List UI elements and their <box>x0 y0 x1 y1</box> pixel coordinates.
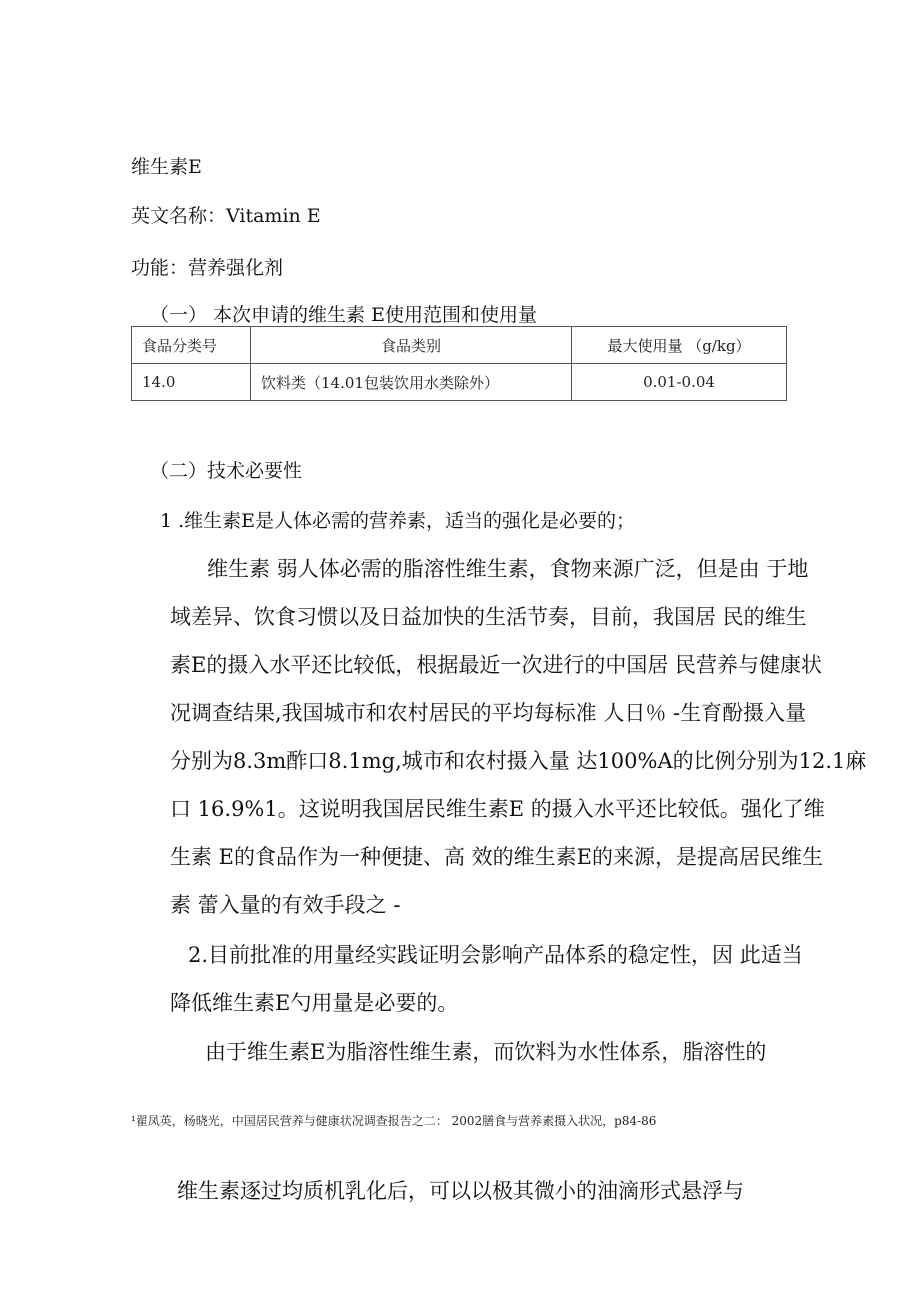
cell-category-code: 14.0 <box>132 364 251 401</box>
table-row <box>132 364 787 401</box>
para1-line: 分别为8.3m酢口8.1mg,城市和农村摄入量 达100%A的比例分别为12.1麻 <box>170 749 867 773</box>
para1-line: 生素 E的食品作为一种便捷、高 效的维生素E的来源，是提高居民维生 <box>170 845 824 869</box>
para1-line: 维生素 弱人体必需的脂溶性维生素，食物来源广泛，但是由 于地 <box>207 557 809 581</box>
point2-line: 降低维生素E勺用量是必要的。 <box>170 991 459 1015</box>
cell-max-usage: 0.01-0.04 <box>572 364 787 401</box>
cell-food-category: 饮料类（14.01包装饮用水类除外） <box>251 364 572 401</box>
doc-title: 维生素E <box>131 156 202 178</box>
para1-line: 况调查结果,我国城市和农村居民的平均每标准 人日％ -生育酚摄入量 <box>170 701 807 725</box>
english-name: 英文名称：Vitamin E <box>131 205 321 227</box>
header-food-category: 食品类别 <box>251 327 572 364</box>
section2-heading: （二）技术必要性 <box>150 460 303 482</box>
para1-line: 素 蕾入量的有效手段之 - <box>170 893 401 917</box>
para1-line: 域差异、饮食习惯以及日益加快的生活节奏，目前，我国居 民的维生 <box>170 605 807 629</box>
point2-line: 2.目前批准的用量经实践证明会影响产品体系的稳定性，因 此适当 <box>188 943 803 967</box>
function-line: 功能：营养强化剂 <box>131 257 284 279</box>
header-category-code: 食品分类号 <box>132 327 251 364</box>
footnote: ¹翟凤英，杨晓光，中国居民营养与健康状况调查报告之二： 2002膳食与营养素摄入状况，p84-86 <box>131 1114 657 1128</box>
point1: 1 .维生素E是人体必需的营养素，适当的强化是必要的； <box>160 510 636 532</box>
usage-table <box>131 326 787 401</box>
table-header-row <box>132 327 787 364</box>
header-max-usage: 最大使用量 （g/kg） <box>572 327 787 364</box>
section1-heading: （一） 本次申请的维生素 E使用范围和使用量 <box>150 304 537 326</box>
para2: 由于维生素E为脂溶性维生素，而饮料为水性体系，脂溶性的 <box>205 1040 767 1064</box>
para1-line: 素E的摄入水平还比较低，根据最近一次进行的中国居 民营养与健康状 <box>170 653 823 677</box>
para1-line: 口 16.9%1。这说明我国居民维生素E 的摄入水平还比较低。强化了维 <box>170 797 825 821</box>
para3: 维生素逐过均质机乳化后，可以以极其微小的油滴形式悬浮与 <box>177 1179 744 1203</box>
